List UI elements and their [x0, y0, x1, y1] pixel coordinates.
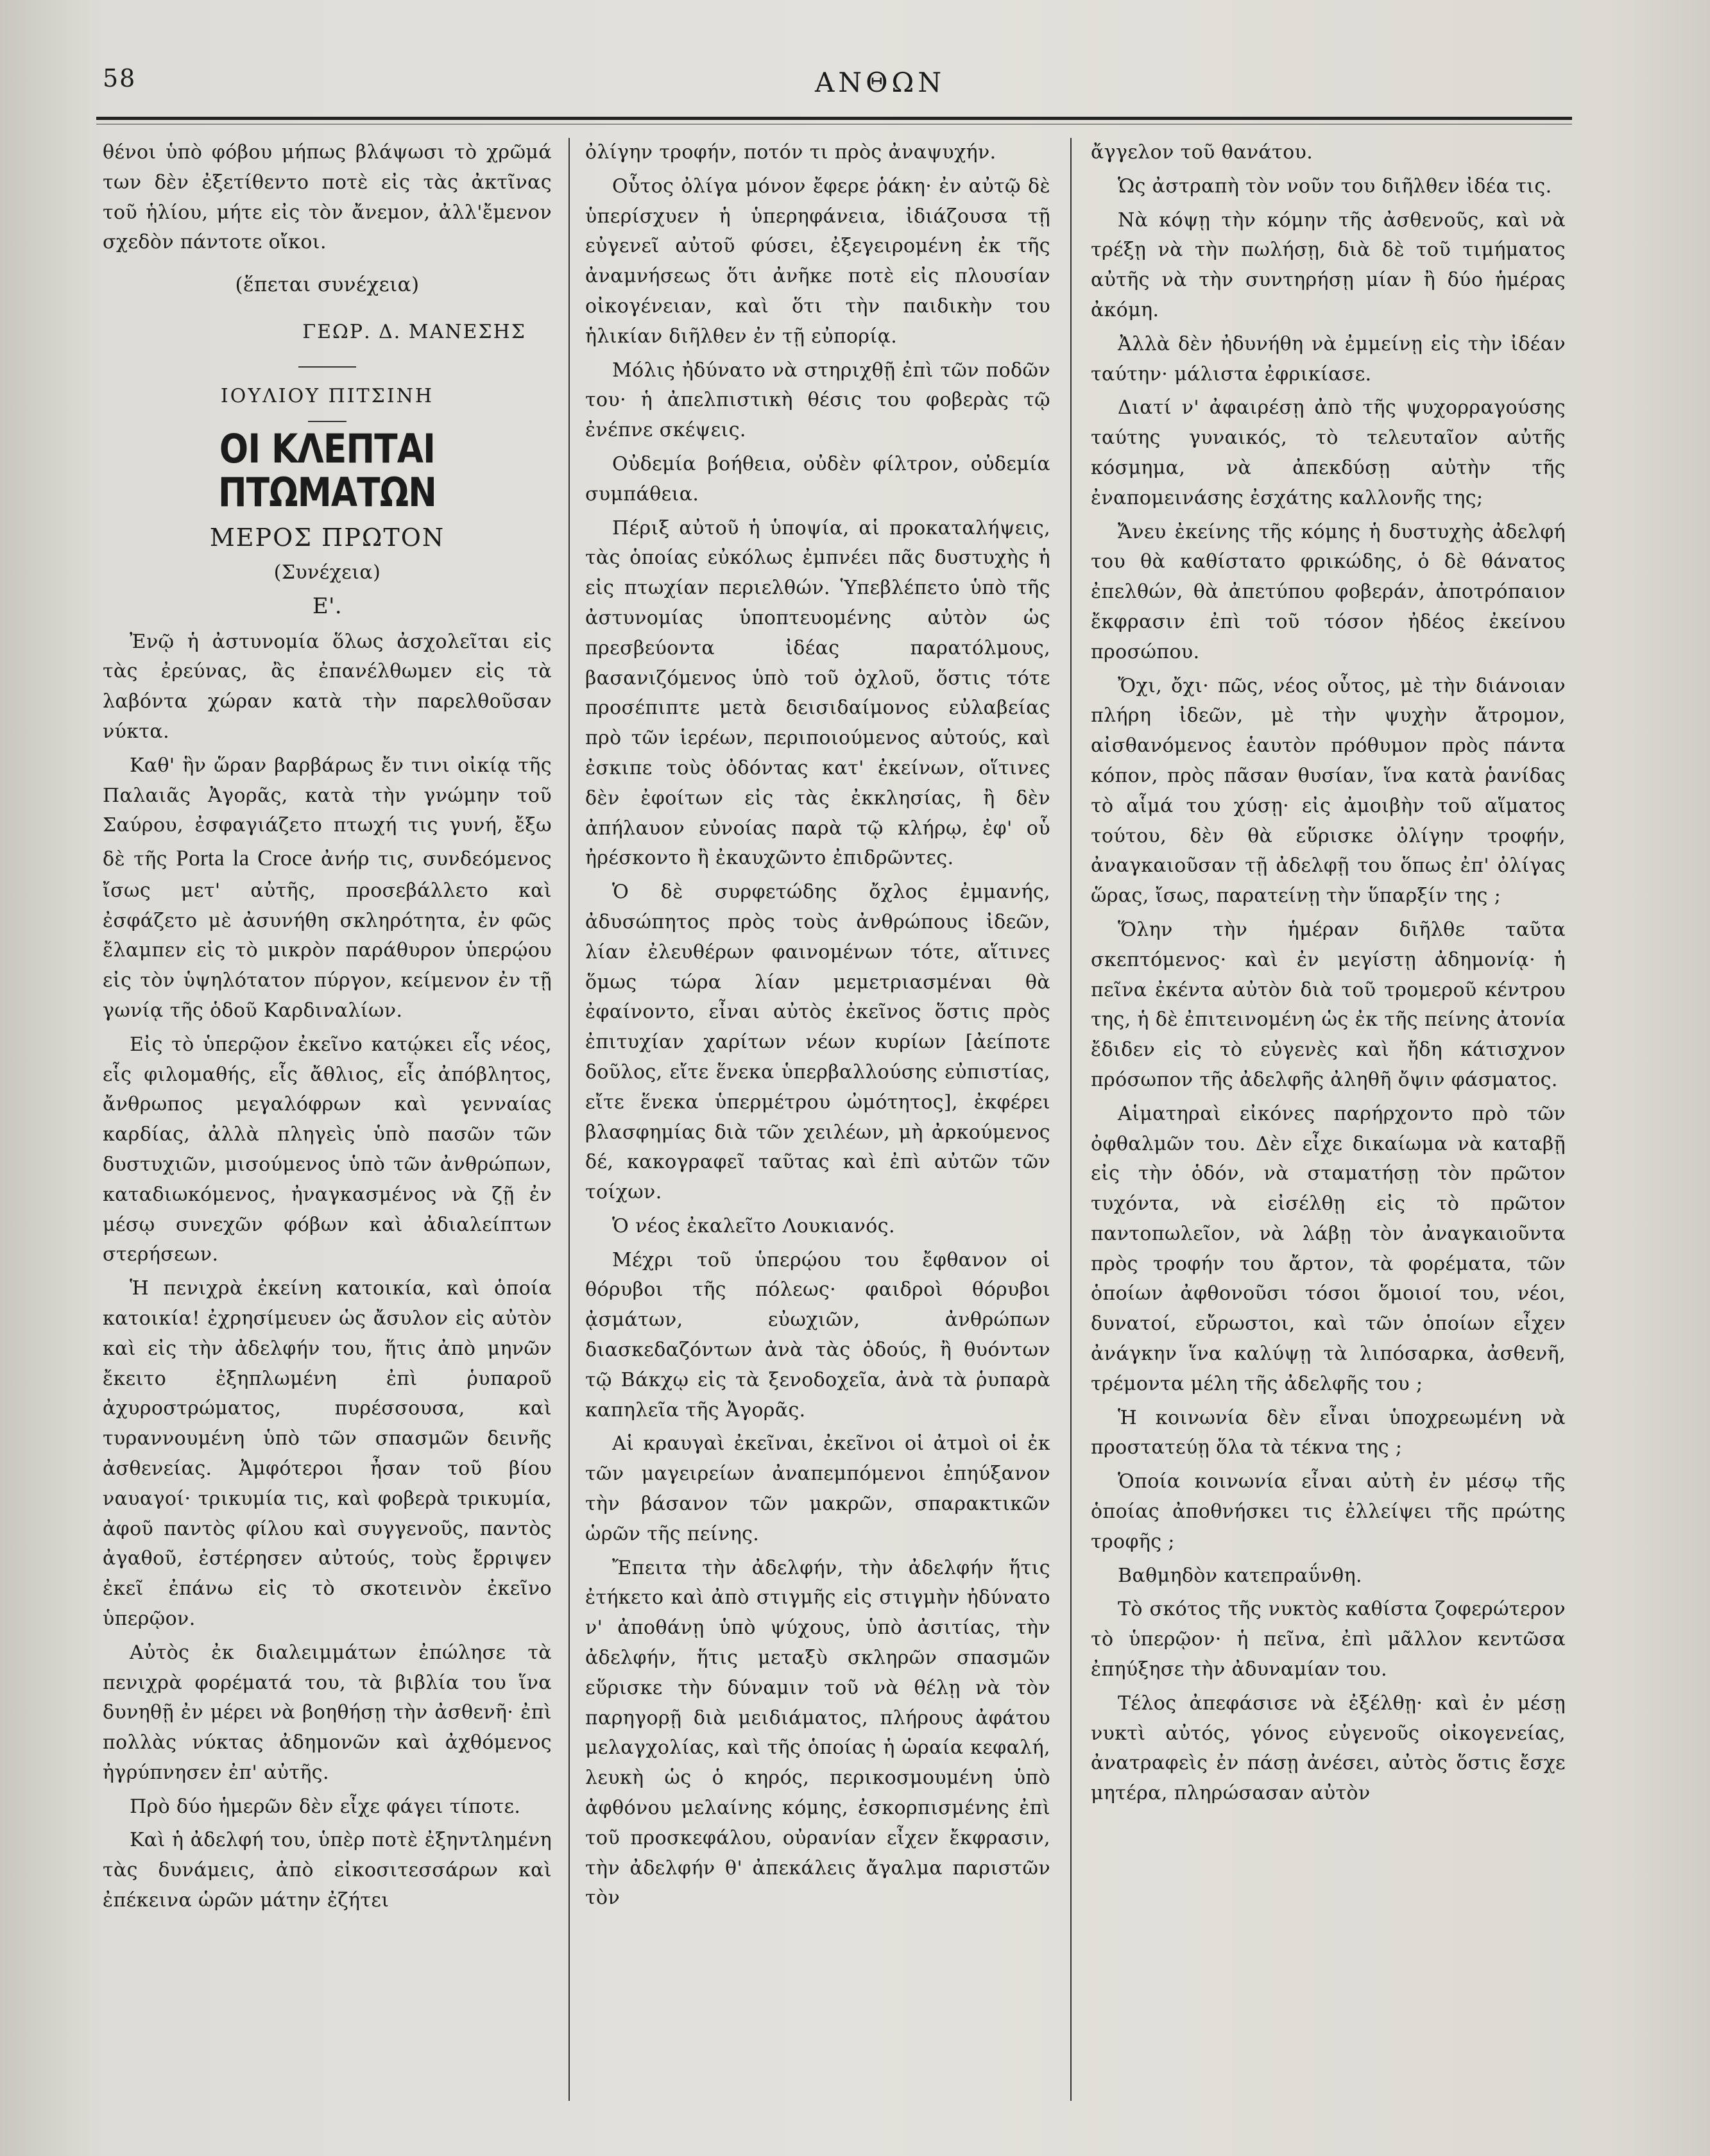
paragraph: θένοι ὑπὸ φόβου μήπως βλάψωσι τὸ χρῶμά των δὲν ἐξετίθεντο ποτὲ εἰς τὰς ἀκτῖνας τοῦ ἡλίου, μήτε εἰς τὸν ἄνεμον, ἀλλ'ἔμενον σχεδὸν πάντοτε οἴκοι. — [103, 141, 552, 254]
paragraph: Ὅλην τὴν ἡμέραν διῆλθε ταῦτα σκεπτόμενος· καὶ ἐν μεγίστῃ ἀδημονίᾳ· ἡ πεῖνα ἐκέντα αὐτὸν διὰ τοῦ τρομεροῦ κέντρου της, ἡ δὲ ἐπιτεινομένη ὡς ἐκ τῆς πείνης ἀτονία ἔδιδεν εἰς τὸ εὐγενὲς καὶ ἤδη κάτισχνον πρόσωπον τῆς ἀδελφῆς ἀληθῆ ὄψιν φάσματος. — [1091, 918, 1566, 1091]
paragraph: Οὗτος ὀλίγα μόνον ἔφερε ῥάκη· ἐν αὐτῷ δὲ ὑπερίσχυεν ἡ ὑπερηφάνεια, ἰδιάζουσα τῇ εὐγενεῖ αὐτοῦ φύσει, ἐξεγειρομένη ἐκ τῆς ἀναμνήσεως ὅτι ἀνῆκε ποτὲ εἰς πλουσίαν οἰκογένειαν, καὶ ὅτι τὴν παιδικὴν του ἡλικίαν διῆλθεν ἐν τῇ εὐπορίᾳ. — [585, 174, 1050, 348]
story-author: ΙΟΥΛΙΟΥ ΠΙΤΣΙΝΗ — [220, 385, 434, 408]
paragraph: Ὁ δὲ συρφετώδης ὄχλος ἐμμανής, ἀδυσώπητος πρὸς τοὺς ἀνθρώπους ἰδεῶν, λίαν ἐλευθέρων φαινομένων τότε, αἵτινες ὅμως τώρα λίαν μεμετριασμέναι θὰ ἐφαίνοντο, εἶναι αὐτὸς ἐκεῖνος ὅστις πρὸς ἐπιτυχίαν χαρίτων νέων κυρίων [ἀείποτε δοῦλος, εἴτε ἕνεκα ὑπερβαλλούσης εὐπιστίας, εἴτε ἕνεκα ὑπερμέτρου ὠμότητος], ἐκφέρει βλασφημίας διὰ τῶν χειλέων, μὴ ἀρκούμενος δέ, κακογραφεῖ ταῦτας καὶ ἐπὶ αὐτῶν τῶν τοίχων. — [585, 881, 1050, 1204]
column-1 — [103, 138, 552, 1920]
paragraph: Διατί ν' ἀφαιρέσῃ ἀπὸ τῆς ψυχορραγούσης ταύτης γυναικός, τὸ τελευταῖον αὐτῆς κόσμημα, νὰ ἀπεκδύσῃ αὐτὴν τῆς ἐναπομεινάσης ἐσχάτης καλλονῆς της; — [1091, 396, 1566, 509]
header-rule — [96, 117, 1572, 120]
paragraph: Μόλις ἠδύνατο νὰ στηριχθῇ ἐπὶ τῶν ποδῶν του· ἡ ἀπελπιστικὴ θέσις του φοβερὰς τῷ ἐνέπνε σκέψεις. — [585, 359, 1050, 442]
paragraph-text: Καθ' ἣν ὥραν βαρβάρως ἔν τινι οἰκίᾳ τῆς Παλαιᾶς Ἀγορᾶς, κατὰ τὴν γνώμην τοῦ Σαύρου, ἐσφαγιάζετο πτωχή τις γυνή, ἔξω δὲ τῆς — [103, 754, 552, 871]
paragraph: Βαθμηδὸν κατεπραΰνθη. — [1118, 1564, 1362, 1587]
column-divider-1 — [569, 138, 570, 2101]
page-number: 58 — [103, 64, 137, 92]
paragraph: Ἀλλὰ δὲν ἠδυνήθη νὰ ἐμμείνῃ εἰς τὴν ἰδέαν ταύτην· μάλιστα ἐφρικίασε. — [1091, 332, 1566, 386]
paragraph-text: ἀνήρ τις, συνδεόμενος ἴσως μετ' αὐτῆς, προσεβάλλετο καὶ ἐσφάζετο μὲ ἀσυνήθη σκληρότητα, ἐν φῶς ἔλαμπεν εἰς τὸ μικρὸν παράθυρον ὑπερῴου εἰς τὸν ὑψηλότατον πύργον, κείμενον ἐν τῇ γωνίᾳ τῆς ὁδοῦ Καρδιναλίων. — [103, 848, 552, 1022]
paragraph — [103, 751, 552, 1026]
publication-title: ΑΝΘΩΝ — [815, 67, 946, 98]
column-2 — [585, 138, 1050, 1917]
story-part: ΜΕΡΟΣ ΠΡΩΤΟΝ — [209, 523, 445, 552]
paragraph: Τὸ σκότος τῆς νυκτὸς καθίστα ζοφερώτερον τὸ ὑπερῷον· ἡ πεῖνα, ἐπὶ μᾶλλον κεντῶσα ἐπηύξησε τὴν ἀδυναμίαν του. — [1091, 1598, 1566, 1681]
paragraph: Ὡς ἀστραπὴ τὸν νοῦν του διῆλθεν ἰδέα τις. — [1118, 174, 1552, 198]
paragraph: Μέχρι τοῦ ὑπερῴου του ἔφθανον οἱ θόρυβοι τῆς πόλεως· φαιδροὶ θόρυβοι ᾀσμάτων, εὐωχιῶν, ἀνθρώπων διασκεδαζόντων ἀνὰ τὰς ὁδούς, ἢ θυόντων τῷ Βάκχῳ εἰς τὰ ξενοδοχεῖα, ἀνὰ τὰ ῥυπαρὰ καπηλεῖα τῆς Ἀγορᾶς. — [585, 1248, 1050, 1422]
paragraph: Ἡ κοινωνία δὲν εἶναι ὑποχρεωμένη νὰ προστατεύῃ ὅλα τὰ τέκνα της ; — [1091, 1406, 1566, 1459]
paragraph: Πρὸ δύο ἡμερῶν δὲν εἶχε φάγει τίποτε. — [130, 1795, 521, 1818]
paragraph: Ὁποία κοινωνία εἶναι αὐτὴ ἐν μέσῳ τῆς ὁποίας ἀποθνήσκει τις ἐλλείψει τῆς πρώτης τροφῆς ; — [1091, 1470, 1566, 1553]
paragraph: Ἐνῷ ἡ ἀστυνομία ὅλως ἀσχολεῖται εἰς τὰς ἐρεύνας, ἂς ἐπανέλθωμεν εἰς τὰ λαβόντα χώραν κατὰ τὴν παρελθοῦσαν νύκτα. — [103, 630, 552, 743]
column-divider-2 — [1070, 138, 1072, 2101]
paragraph: ὀλίγην τροφήν, ποτόν τι πρὸς ἀναψυχήν. — [585, 141, 996, 164]
paragraph: ἄγγελον τοῦ θανάτου. — [1091, 141, 1313, 164]
paragraph: Εἰς τὸ ὑπερῷον ἐκεῖνο κατῴκει εἷς νέος, εἷς φιλομαθής, εἷς ἄθλιος, εἷς ἀπόβλητος, ἄνθρωπος μεγαλόφρων καὶ γενναίας καρδίας, ἀλλὰ πληγεὶς ὑπὸ πασῶν τῶν δυστυχιῶν, μισούμενος ὑπὸ τῶν ἀνθρώπων, καταδιωκόμενος, ἠναγκασμένος νὰ ζῇ ἐν μέσῳ συνεχῶν φόβων καὶ ἀδιαλείπτων στερήσεων. — [103, 1033, 552, 1266]
paragraph: Οὐδεμία βοήθεια, οὐδὲν φίλτρον, οὐδεμία συμπάθεια. — [585, 452, 1050, 505]
paragraph: Τέλος ἀπεφάσισε νὰ ἐξέλθῃ· καὶ ἐν μέσῃ νυκτὶ αὐτός, γόνος εὐγενοῦς οἰκογενείας, ἀνατραφεὶς ἐν πάσῃ ἀνέσει, αὐτὸς ὅστις ἔσχε μητέρα, πληρώσασαν αὐτὸν — [1091, 1692, 1566, 1805]
paragraph: Ὁ νέος ἐκαλεῖτο Λουκιανός. — [612, 1214, 895, 1237]
continued-note: (ἕπεται συνέχεια) — [235, 273, 420, 297]
paragraph: Πέριξ αὐτοῦ ἡ ὑποψία, αἱ προκαταλήψεις, τὰς ὁποίας εὐκόλως ἐμπνέει πᾶς δυστυχὴς ἡ εἰς πτωχίαν περιελθών. Ὑπεβλέπετο ὑπὸ τῆς ἀστυνομίας ὑποπτευομένης αὐτὸν ὡς πρεσβεύοντα ἰδέας παρατόλμους, βασανιζόμενος ὑπὸ τοῦ ὀχλοῦ, ὅστις τότε προσέπιπτε μετὰ δεισιδαίμονος εὐλαβείας πρὸ τῶν ἱερέων, περιποιούμενος αὐτούς, καὶ ἐσκιπε τοὺς ὀδόντας κατ' ἐκείνων, οἵτινες δὲν ἐφοίτων εἰς τὰς ἐκκλησίας, ἢ δὲν ἀπήλαυον εὐνοίας παρὰ τῷ κλήρῳ, ἐφ' οὗ ἠρέσκοντο ἢ ἐκαυχῶντο ἐπιδρῶντες. — [585, 516, 1050, 870]
story-continuation: (Συνέχεια) — [273, 561, 381, 584]
chapter-number: Ε'. — [312, 593, 343, 619]
article-signature: ΓΕΩΡ. Δ. ΜΑΝΕΣΗΣ — [302, 320, 526, 343]
paragraph: Καὶ ἡ ἀδελφή του, ὑπὲρ ποτὲ ἐξηντλημένη τὰς δυνάμεις, ἀπὸ εἰκοσιτεσσάρων καὶ ἐπέκεινα ὡρῶν μάτην ἐζήτει — [103, 1829, 552, 1912]
paragraph: Ὄχι, ὄχι· πῶς, νέος οὗτος, μὲ τὴν διάνοιαν πλήρη ἰδεῶν, μὲ τὴν ψυχὴν ἄτρομον, αἰσθανόμενος ἑαυτὸν πρόθυμον πρὸς πάντα κόπον, πρὸς πᾶσαν θυσίαν, ἵνα κατὰ ῥανίδας τὸ αἷμά του χύσῃ· εἰς ἀμοιβὴν τοῦ αἵματος τούτου, δὲν θὰ εὕρισκε ὀλίγην τροφήν, ἀναγκαιοῦσαν τῇ ἀδελφῇ του ὅπως ἐπ' ὀλίγας ὥρας, ἴσως, παρατείνῃ τὴν ὕπαρξίν της ; — [1091, 674, 1566, 908]
latin-place-name: Porta la Croce — [176, 845, 312, 871]
paragraph: Ἡ πενιχρὰ ἐκείνη κατοικία, καὶ ὁποία κατοικία! ἐχρησίμευεν ὡς ἄσυλον εἰς αὐτὸν καὶ εἰς τὴν ἀδελφήν του, ἥτις ἀπὸ μηνῶν ἔκειτο ἐξηπλωμένη ἐπὶ ῥυπαροῦ ἀχυροστρώματος, πυρέσσουσα, καὶ τυραννουμένη ὑπὸ τῶν σπασμῶν δεινῆς ἀσθενείας. Ἀμφότεροι ἦσαν τοῦ βίου ναυαγοί· τρικυμία τις, καὶ φοβερὰ τρικυμία, ἀφοῦ παντὸς φίλου καὶ συγγενοῦς, παντὸς ἀγαθοῦ, ἐστέρησεν αὐτούς, τοὺς ἔρριψεν ἐκεῖ ἐπάνω εἰς τὸ σκοτεινὸν ἐκεῖνο ὑπερῷον. — [103, 1277, 552, 1630]
paragraph: Αἱ κραυγαὶ ἐκεῖναι, ἐκεῖνοι οἱ ἀτμοὶ οἱ ἐκ τῶν μαγειρείων ἀναπεμπόμενοι ἐπηύξανον τὴν βάσανον τῶν μακρῶν, σπαρακτικῶν ὡρῶν τῆς πείνης. — [585, 1432, 1050, 1545]
paragraph: Αὐτὸς ἐκ διαλειμμάτων ἐπώλησε τὰ πενιχρὰ φορέματά του, τὰ βιβλία του ἵνα δυνηθῇ ἐν μέρει νὰ βοηθήσῃ τὴν ἀσθενῆ· ἐπὶ πολλὰς νύκτας ἀδημονῶν καὶ ἀχθόμενος ἠγρύπνησεν ἐπ' αὐτῆς. — [103, 1641, 552, 1784]
paragraph: Νὰ κόψῃ τὴν κόμην τῆς ἀσθενοῦς, καὶ νὰ τρέξῃ νὰ τὴν πωλήσῃ, διὰ δὲ τοῦ τιμήματος αὐτῆς νὰ τὴν συντηρήσῃ μίαν ἢ δύο ἡμέρας ἀκόμη. — [1091, 208, 1566, 321]
paragraph: Ἄνευ ἐκείνης τῆς κόμης ἡ δυστυχὴς ἀδελφή του θὰ καθίστατο φρικώδης, ὁ δὲ θάνατος ἐπελθών, θὰ ἀπετύπου φοβεράν, ἀποτρόπαιον ἔκφρασιν ἐπὶ τοῦ τόσον ἠδέος ἐκείνου προσώπου. — [1091, 520, 1566, 663]
story-title: ΟΙ ΚΛΕΠΤΑΙ ΠΤΩΜΑΤΩΝ — [218, 425, 437, 516]
separator-line — [308, 421, 346, 422]
separator-line — [298, 366, 356, 368]
paragraph: Αἱματηραὶ εἰκόνες παρήρχοντο πρὸ τῶν ὀφθαλμῶν του. Δὲν εἶχε δικαίωμα νὰ καταβῇ εἰς τὴν ὁδόν, νὰ σταματήσῃ τὸν πρῶτον τυχόντα, νὰ εἰσέλθῃ εἰς τὸ πρῶτον παντοπωλεῖον, νὰ λάβῃ τὸν ἀναγκαιοῦντα πρὸς τροφήν του ἄρτον, τὰ φορέματα, τῶν ὁποίων ἀφθονοῦσι τόσοι ὅμοιοί του, νέοι, δυνατοί, εὔρωστοι, καὶ τῶν ὁποίων εἶχεν ἀνάγκην ἵνα καλύψῃ τὰ λιπόσαρκα, ἀσθενῆ, τρέμοντα μέλη τῆς ἀδελφῆς του ; — [1091, 1102, 1566, 1395]
paragraph: Ἔπειτα τὴν ἀδελφήν, τὴν ἀδελφήν ἥτις ἐτήκετο καὶ ἀπὸ στιγμῆς εἰς στιγμὴν ἠδύνατο ν' ἀποθάνῃ ὑπὸ ψύχους, ὑπὸ ἀσιτίας, τὴν ἀδελφήν, ἥτις μεταξὺ σκληρῶν σπασμῶν εὕρισκε τὴν δύναμιν τοῦ νὰ θέλῃ νὰ τὸν παρηγορῇ διὰ μειδιάματος, πλήρους ἀφάτου μελαγχολίας, καὶ τῆς ὁποίας ἡ ὡραία κεφαλή, λευκὴ ὡς ὁ κηρός, περικοσμουμένη ὑπὸ ἀφθόνου μελαίνης κόμης, ἐσκορπισμένης ἐπὶ τοῦ προσκεφάλου, οὐρανίαν εἶχεν ἔκφρασιν, τὴν ἀδελφήν θ' ἀπεκάλεις ἄγαλμα παριστῶν τὸν — [585, 1556, 1050, 1910]
column-3 — [1091, 138, 1566, 1813]
